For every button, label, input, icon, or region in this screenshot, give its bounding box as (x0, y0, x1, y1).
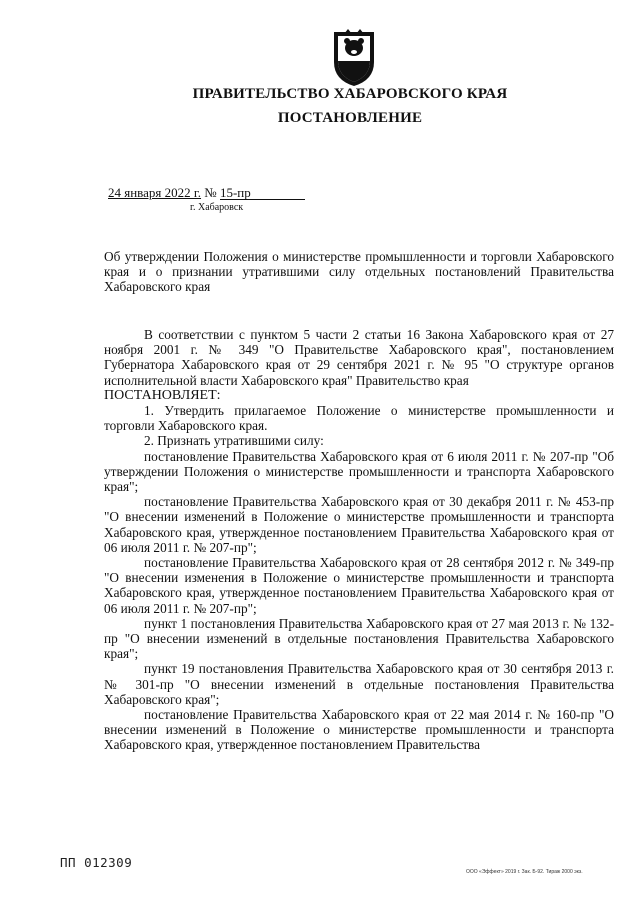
government-title: ПРАВИТЕЛЬСТВО ХАБАРОВСКОГО КРАЯ (192, 86, 508, 102)
number-sign: № (204, 185, 217, 200)
list-item: постановление Правительства Хабаровского края от 6 июля 2011 г. № 207-пр "Об утверждении Положения о министерстве промышленности и транспорта Хабаровского края"; (104, 448, 614, 495)
document-number: 15-пр (220, 186, 305, 200)
date-number-line (108, 185, 305, 201)
preamble-paragraph: В соответствии с пунктом 5 части 2 статьи 16 Закона Хабаровского края от 27 ноября 2001 г. № 349 "О Правительстве Хабаровского края", постановлением Губернатора Хабаровского края от 29 сентября 2021 г. № 95 "О структуре органов исполнительной власти Хабаровского края" Правительство края (104, 327, 614, 388)
list-item: 2. Признать утратившими силу: (144, 433, 324, 449)
document-subject: Об утверждении Положения о министерстве промышленности и торговли Хабаровского края и о признании утратившими силу отдельных постановлений Правительства Хабаровского края (104, 249, 614, 294)
list-item: пункт 1 постановления Правительства Хабаровского края от 27 мая 2013 г. № 132-пр "О внесении изменений в отдельные постановления Правительства Хабаровского края"; (104, 615, 614, 662)
list-item: 1. Утвердить прилагаемое Положение о министерстве промышленности и торговли Хабаровского края. (104, 403, 614, 434)
printer-info: ООО «Эффект» 2019 г. Зак. Б-92. Тираж 2000 экз. (466, 869, 583, 875)
coat-of-arms-emblem (330, 28, 378, 88)
document-type-title: ПОСТАНОВЛЕНИЕ (277, 110, 423, 126)
document-date: 24 января 2022 г. (108, 185, 202, 200)
list-item: пункт 19 постановления Правительства Хабаровского края от 30 сентября 2013 г. № 301-пр "О внесении изменений в отдельные постановления Правительства Хабаровского края"; (104, 661, 614, 707)
footer-form-code: ПП 012309 (60, 855, 133, 870)
list-item: постановление Правительства Хабаровского края от 30 декабря 2011 г. № 453-пр "О внесении изменений в Положение о министерстве промышленности и транспорта Хабаровского края, утвержденное постановлением Правительства Хабаровского края от 06 июля 2011 г. № 207-пр"; (104, 494, 614, 555)
list-item: постановление Правительства Хабаровского края от 28 сентября 2012 г. № 349-пр "О внесении изменения в Положение о министерстве промышленности и транспорта Хабаровского края, утвержденное постановлением Правительства Хабаровского края от 06 июля 2011 г. № 207-пр"; (104, 555, 614, 616)
decree-word: ПОСТАНОВЛЯЕТ: (104, 387, 221, 403)
document-city: г. Хабаровск (190, 202, 244, 213)
document-body (104, 327, 614, 753)
list-item: постановление Правительства Хабаровского края от 22 мая 2014 г. № 160-пр "О внесении изменений в Положение о министерстве промышленности и транспорта Хабаровского края, утвержденное постановлением Правительства (104, 707, 614, 753)
